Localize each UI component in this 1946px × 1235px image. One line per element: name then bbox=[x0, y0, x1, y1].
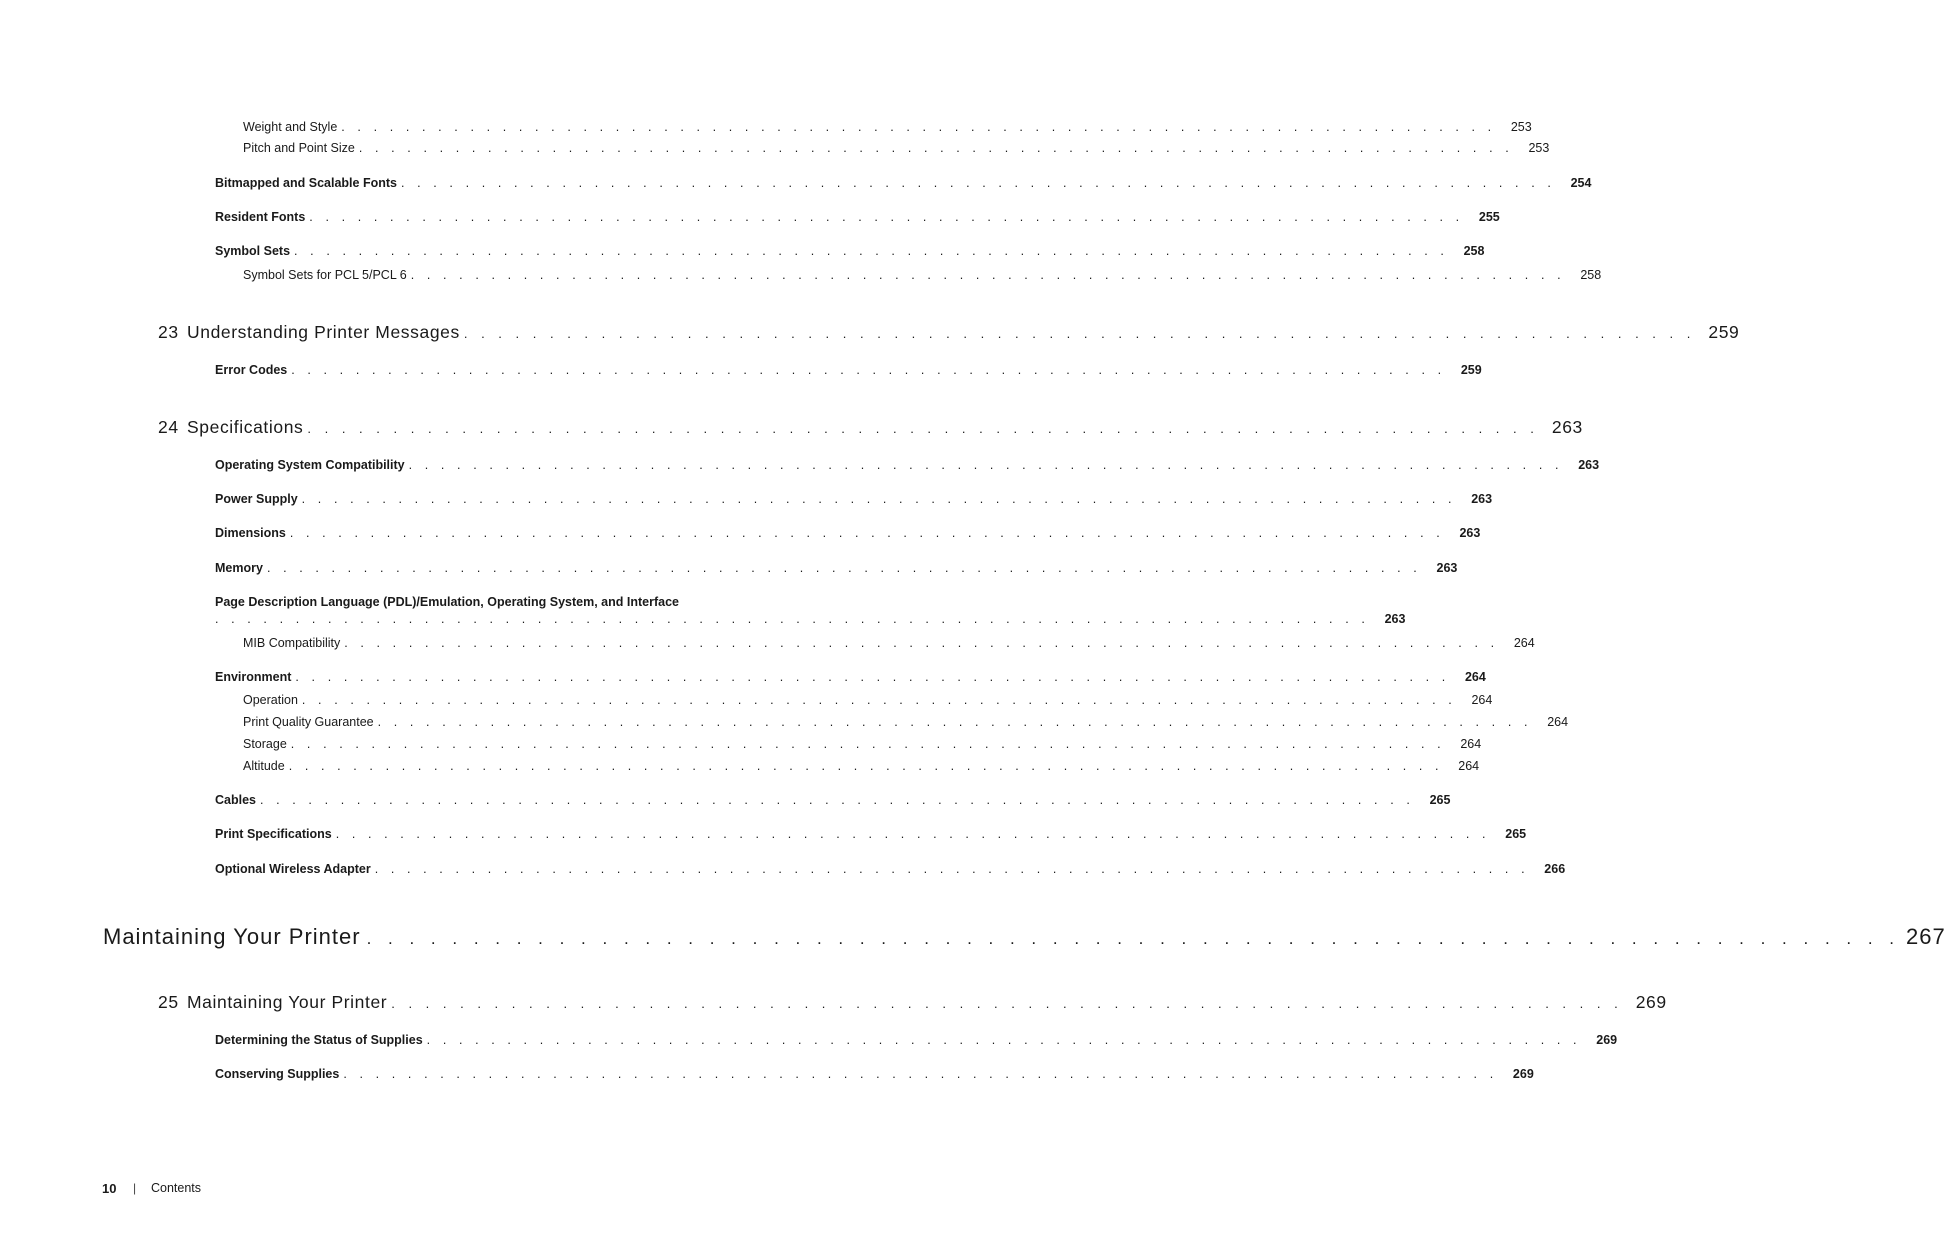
toc-entry-page: 264 bbox=[1547, 715, 1569, 729]
toc-section-page: 269 bbox=[1596, 1033, 1618, 1047]
toc-section-label: Error Codes bbox=[215, 363, 288, 377]
toc-chapter-23[interactable] bbox=[158, 322, 1740, 343]
dot-leader: . . . . . . . . . . . . . . . . . . . . . . . . . . . . . . . . . . . . . . . . . . . . . . . . . . . . . . . . . . . . . . . . . . . . . . . . bbox=[266, 561, 1422, 575]
toc-section-page: 255 bbox=[1478, 210, 1500, 224]
toc-entry-storage[interactable] bbox=[243, 737, 1482, 751]
dot-leader: . . . . . . . . . . . . . . . . . . . . . . . . . . . . . . . . . . . . . . . . . . . . . . . . . . . . . . . . . . . . . . . . . . . . . . . . bbox=[358, 141, 1514, 155]
toc-chapter-number: 24 bbox=[158, 417, 179, 437]
toc-section-label: Resident Fonts bbox=[215, 210, 306, 224]
dot-leader: . . . . . . . . . . . . . . . . . . . . . . . . . . . . . . . . . . . . . . . . . . . . . . . . . . . . . . . . . . . . . . . . . . . . . . . . bbox=[215, 612, 1370, 626]
dot-leader: . . . . . . . . . . . . . . . . . . . . . . . . . . . . . . . . . . . . . . . . . . . . . . . . . . . . . . . . . . . . . . . . . . . . . . . . bbox=[307, 421, 1539, 436]
dot-leader: . . . . . . . . . . . . . . . . . . . . . . . . . . . . . . . . . . . . . . . . . . . . . . . . . . . . . . . . . . . . . . . . . . . . . . . . bbox=[426, 1033, 1582, 1047]
toc-section-resident-fonts[interactable] bbox=[215, 210, 1500, 224]
toc-section-bitmapped-fonts[interactable] bbox=[215, 176, 1592, 190]
footer-page-number: 10 bbox=[102, 1181, 117, 1196]
toc-entry-label: Symbol Sets for PCL 5/PCL 6 bbox=[243, 268, 407, 282]
toc-section-page: 265 bbox=[1429, 793, 1451, 807]
toc-section-label: Print Specifications bbox=[215, 827, 332, 841]
dot-leader: . . . . . . . . . . . . . . . . . . . . . . . . . . . . . . . . . . . . . . . . . . . . . . . . . . . . . . . . . . . . . . . . . . . . . . . . bbox=[408, 458, 1564, 472]
toc-section-label: Cables bbox=[215, 793, 256, 807]
toc-section-page: 263 bbox=[1471, 492, 1493, 506]
toc-entry-label: Weight and Style bbox=[243, 120, 338, 134]
dot-leader: . . . . . . . . . . . . . . . . . . . . . . . . . . . . . . . . . . . . . . . . . . . . . . . . . . . . . . . . . . . . . . . . . . . . . . . . bbox=[288, 759, 1444, 773]
toc-section-cables[interactable] bbox=[215, 793, 1451, 807]
toc-section-optional-wireless-adapter[interactable] bbox=[215, 862, 1566, 876]
toc-section-environment[interactable] bbox=[215, 670, 1486, 684]
toc-chapter-24[interactable] bbox=[158, 417, 1583, 438]
dot-leader: . . . . . . . . . . . . . . . . . . . . . . . . . . . . . . . . . . . . . . . . . . . . . . . . . . . . . . . . . . . . . . . . . . . . . . . . bbox=[410, 268, 1566, 282]
toc-chapter-title: Specifications bbox=[187, 417, 304, 437]
toc-section-label: Environment bbox=[215, 670, 292, 684]
toc-entry-page: 264 bbox=[1458, 759, 1480, 773]
toc-entry-label: MIB Compatibility bbox=[243, 636, 341, 650]
dot-leader: . . . . . . . . . . . . . . . . . . . . . . . . . . . . . . . . . . . . . . . . . . . . . . . . . . . . . . . . . . . . . . . . . . . . . . . . bbox=[294, 244, 1449, 258]
toc-section-symbol-sets[interactable] bbox=[215, 244, 1485, 258]
toc-section-label: Power Supply bbox=[215, 492, 298, 506]
toc-chapter-page: 269 bbox=[1635, 992, 1667, 1012]
toc-section-print-specifications[interactable] bbox=[215, 827, 1527, 841]
toc-entry-altitude[interactable] bbox=[243, 759, 1480, 773]
toc-chapter-number: 25 bbox=[158, 992, 179, 1012]
toc-section-error-codes[interactable] bbox=[215, 363, 1482, 377]
toc-section-page: 266 bbox=[1544, 862, 1566, 876]
toc-section-label: Determining the Status of Supplies bbox=[215, 1033, 423, 1047]
dot-leader: . . . . . . . . . . . . . . . . . . . . . . . . . . . . . . . . . . . . . . . . . . . . . . . . . . . . . . . . . . . . . . . . . . . . . . . . bbox=[301, 492, 1457, 506]
toc-section-label-pdl[interactable]: Page Description Language (PDL)/Emulation, Operating System, and Interface bbox=[215, 595, 679, 609]
toc-chapter-title: Understanding Printer Messages bbox=[187, 322, 460, 342]
toc-entry-mib-compatibility[interactable] bbox=[243, 636, 1535, 650]
footer-separator: | bbox=[133, 1181, 137, 1195]
toc-section-label: Dimensions bbox=[215, 526, 286, 540]
toc-section-page: 264 bbox=[1464, 670, 1486, 684]
toc-section-page: 258 bbox=[1463, 244, 1485, 258]
toc-entry-symbol-sets-pcl[interactable] bbox=[243, 268, 1602, 282]
toc-section-page: 259 bbox=[1460, 363, 1482, 377]
toc-section-conserving-supplies[interactable] bbox=[215, 1067, 1534, 1081]
toc-entry-page: 253 bbox=[1510, 120, 1532, 134]
toc-entry-page: 264 bbox=[1460, 737, 1482, 751]
dot-leader: . . . . . . . . . . . . . . . . . . . . . . . . . . . . . . . . . . . . . . . . . . . . . . . . . . . . . . . . . . . . . . . . . . . . . . . . bbox=[260, 793, 1415, 807]
toc-section-page: 263 bbox=[1578, 458, 1600, 472]
toc-section-page: 263 bbox=[1384, 612, 1406, 626]
dot-leader: . . . . . . . . . . . . . . . . . . . . . . . . . . . . . . . . . . . . . . . . . . . . . . . . . . . . . . . . . . . . . . . . . . . . . . . . bbox=[343, 1067, 1498, 1081]
dot-leader: . . . . . . . . . . . . . . . . . . . . . . . . . . . . . . . . . . . . . . . . . . . . . . . . . . . . . . . . . . . . . . . . . . . . . . . . bbox=[391, 996, 1623, 1011]
dot-leader: . . . . . . . . . . . . . . . . . . . . . . . . . . . . . . . . . . . . . . . . . . . . . . . . . . . . . . . . . . . . . . . . . . . . . . . . bbox=[374, 862, 1530, 876]
toc-entry-pitch-and-point-size[interactable] bbox=[243, 141, 1550, 155]
toc-section-label: Conserving Supplies bbox=[215, 1067, 340, 1081]
toc-entry-label: Print Quality Guarantee bbox=[243, 715, 374, 729]
dot-leader: . . . . . . . . . . . . . . . . . . . . . . . . . . . . . . . . . . . . . . . . . . . . . . . . . . . . . . . . . . . . . . . . . . . . . . . . bbox=[341, 120, 1496, 134]
toc-section-dimensions[interactable] bbox=[215, 526, 1481, 540]
toc-entry-label: Altitude bbox=[243, 759, 285, 773]
toc-chapter-heading bbox=[158, 992, 387, 1013]
toc-section-power-supply[interactable] bbox=[215, 492, 1493, 506]
dot-leader: . . . . . . . . . . . . . . . . . . . . . . . . . . . . . . . . . . . . . . . . . . . . . . . . . . . . . . . . . . . . . . . . . . . . . . . . bbox=[366, 929, 1901, 948]
toc-section-page: 263 bbox=[1459, 526, 1481, 540]
dot-leader: . . . . . . . . . . . . . . . . . . . . . . . . . . . . . . . . . . . . . . . . . . . . . . . . . . . . . . . . . . . . . . . . . . . . . . . . bbox=[301, 693, 1457, 707]
toc-part-page: 267 bbox=[1906, 924, 1946, 949]
toc-chapter-page: 259 bbox=[1708, 322, 1740, 342]
dot-leader: . . . . . . . . . . . . . . . . . . . . . . . . . . . . . . . . . . . . . . . . . . . . . . . . . . . . . . . . . . . . . . . . . . . . . . . . bbox=[344, 636, 1499, 650]
toc-section-pdl-leader-line[interactable] bbox=[215, 612, 1406, 626]
toc-section-label: Optional Wireless Adapter bbox=[215, 862, 371, 876]
toc-chapter-number: 23 bbox=[158, 322, 179, 342]
toc-entry-label: Storage bbox=[243, 737, 287, 751]
toc-entry-operation[interactable] bbox=[243, 693, 1493, 707]
dot-leader: . . . . . . . . . . . . . . . . . . . . . . . . . . . . . . . . . . . . . . . . . . . . . . . . . . . . . . . . . . . . . . . . . . . . . . . . bbox=[289, 526, 1445, 540]
dot-leader: . . . . . . . . . . . . . . . . . . . . . . . . . . . . . . . . . . . . . . . . . . . . . . . . . . . . . . . . . . . . . . . . . . . . . . . . bbox=[463, 326, 1696, 341]
toc-entry-page: 258 bbox=[1580, 268, 1602, 282]
toc-section-page: 265 bbox=[1505, 827, 1527, 841]
dot-leader: . . . . . . . . . . . . . . . . . . . . . . . . . . . . . . . . . . . . . . . . . . . . . . . . . . . . . . . . . . . . . . . . . . . . . . . . bbox=[295, 670, 1450, 684]
toc-entry-label: Pitch and Point Size bbox=[243, 141, 355, 155]
toc-section-status-of-supplies[interactable] bbox=[215, 1033, 1618, 1047]
dot-leader: . . . . . . . . . . . . . . . . . . . . . . . . . . . . . . . . . . . . . . . . . . . . . . . . . . . . . . . . . . . . . . . . . . . . . . . . bbox=[377, 715, 1533, 729]
toc-section-page: 263 bbox=[1436, 561, 1458, 575]
dot-leader: . . . . . . . . . . . . . . . . . . . . . . . . . . . . . . . . . . . . . . . . . . . . . . . . . . . . . . . . . . . . . . . . . . . . . . . . bbox=[291, 363, 1446, 377]
toc-part-maintaining-your-printer[interactable] bbox=[103, 924, 1946, 950]
toc-chapter-title: Maintaining Your Printer bbox=[187, 992, 388, 1012]
toc-entry-page: 264 bbox=[1471, 693, 1493, 707]
toc-section-label: Operating System Compatibility bbox=[215, 458, 405, 472]
toc-section-page: 269 bbox=[1512, 1067, 1534, 1081]
toc-section-label: Symbol Sets bbox=[215, 244, 291, 258]
toc-chapter-page: 263 bbox=[1551, 417, 1583, 437]
toc-part-title: Maintaining Your Printer bbox=[103, 924, 361, 949]
toc-section-memory[interactable] bbox=[215, 561, 1458, 575]
toc-chapter-heading bbox=[158, 417, 303, 438]
toc-entry-weight-and-style[interactable] bbox=[243, 120, 1532, 134]
toc-chapter-25[interactable] bbox=[158, 992, 1667, 1013]
toc-section-os-compatibility[interactable] bbox=[215, 458, 1600, 472]
toc-section-label: Bitmapped and Scalable Fonts bbox=[215, 176, 397, 190]
toc-entry-page: 264 bbox=[1513, 636, 1535, 650]
dot-leader: . . . . . . . . . . . . . . . . . . . . . . . . . . . . . . . . . . . . . . . . . . . . . . . . . . . . . . . . . . . . . . . . . . . . . . . . bbox=[290, 737, 1446, 751]
dot-leader: . . . . . . . . . . . . . . . . . . . . . . . . . . . . . . . . . . . . . . . . . . . . . . . . . . . . . . . . . . . . . . . . . . . . . . . . bbox=[335, 827, 1491, 841]
toc-section-label: Memory bbox=[215, 561, 263, 575]
dot-leader: . . . . . . . . . . . . . . . . . . . . . . . . . . . . . . . . . . . . . . . . . . . . . . . . . . . . . . . . . . . . . . . . . . . . . . . . bbox=[400, 176, 1556, 190]
toc-entry-print-quality-guarantee[interactable] bbox=[243, 715, 1569, 729]
toc-section-page: 254 bbox=[1570, 176, 1592, 190]
toc-chapter-heading bbox=[158, 322, 460, 343]
footer-section-label: Contents bbox=[151, 1181, 202, 1195]
dot-leader: . . . . . . . . . . . . . . . . . . . . . . . . . . . . . . . . . . . . . . . . . . . . . . . . . . . . . . . . . . . . . . . . . . . . . . . . bbox=[309, 210, 1464, 224]
toc-entry-page: 253 bbox=[1528, 141, 1550, 155]
toc-entry-label: Operation bbox=[243, 693, 298, 707]
